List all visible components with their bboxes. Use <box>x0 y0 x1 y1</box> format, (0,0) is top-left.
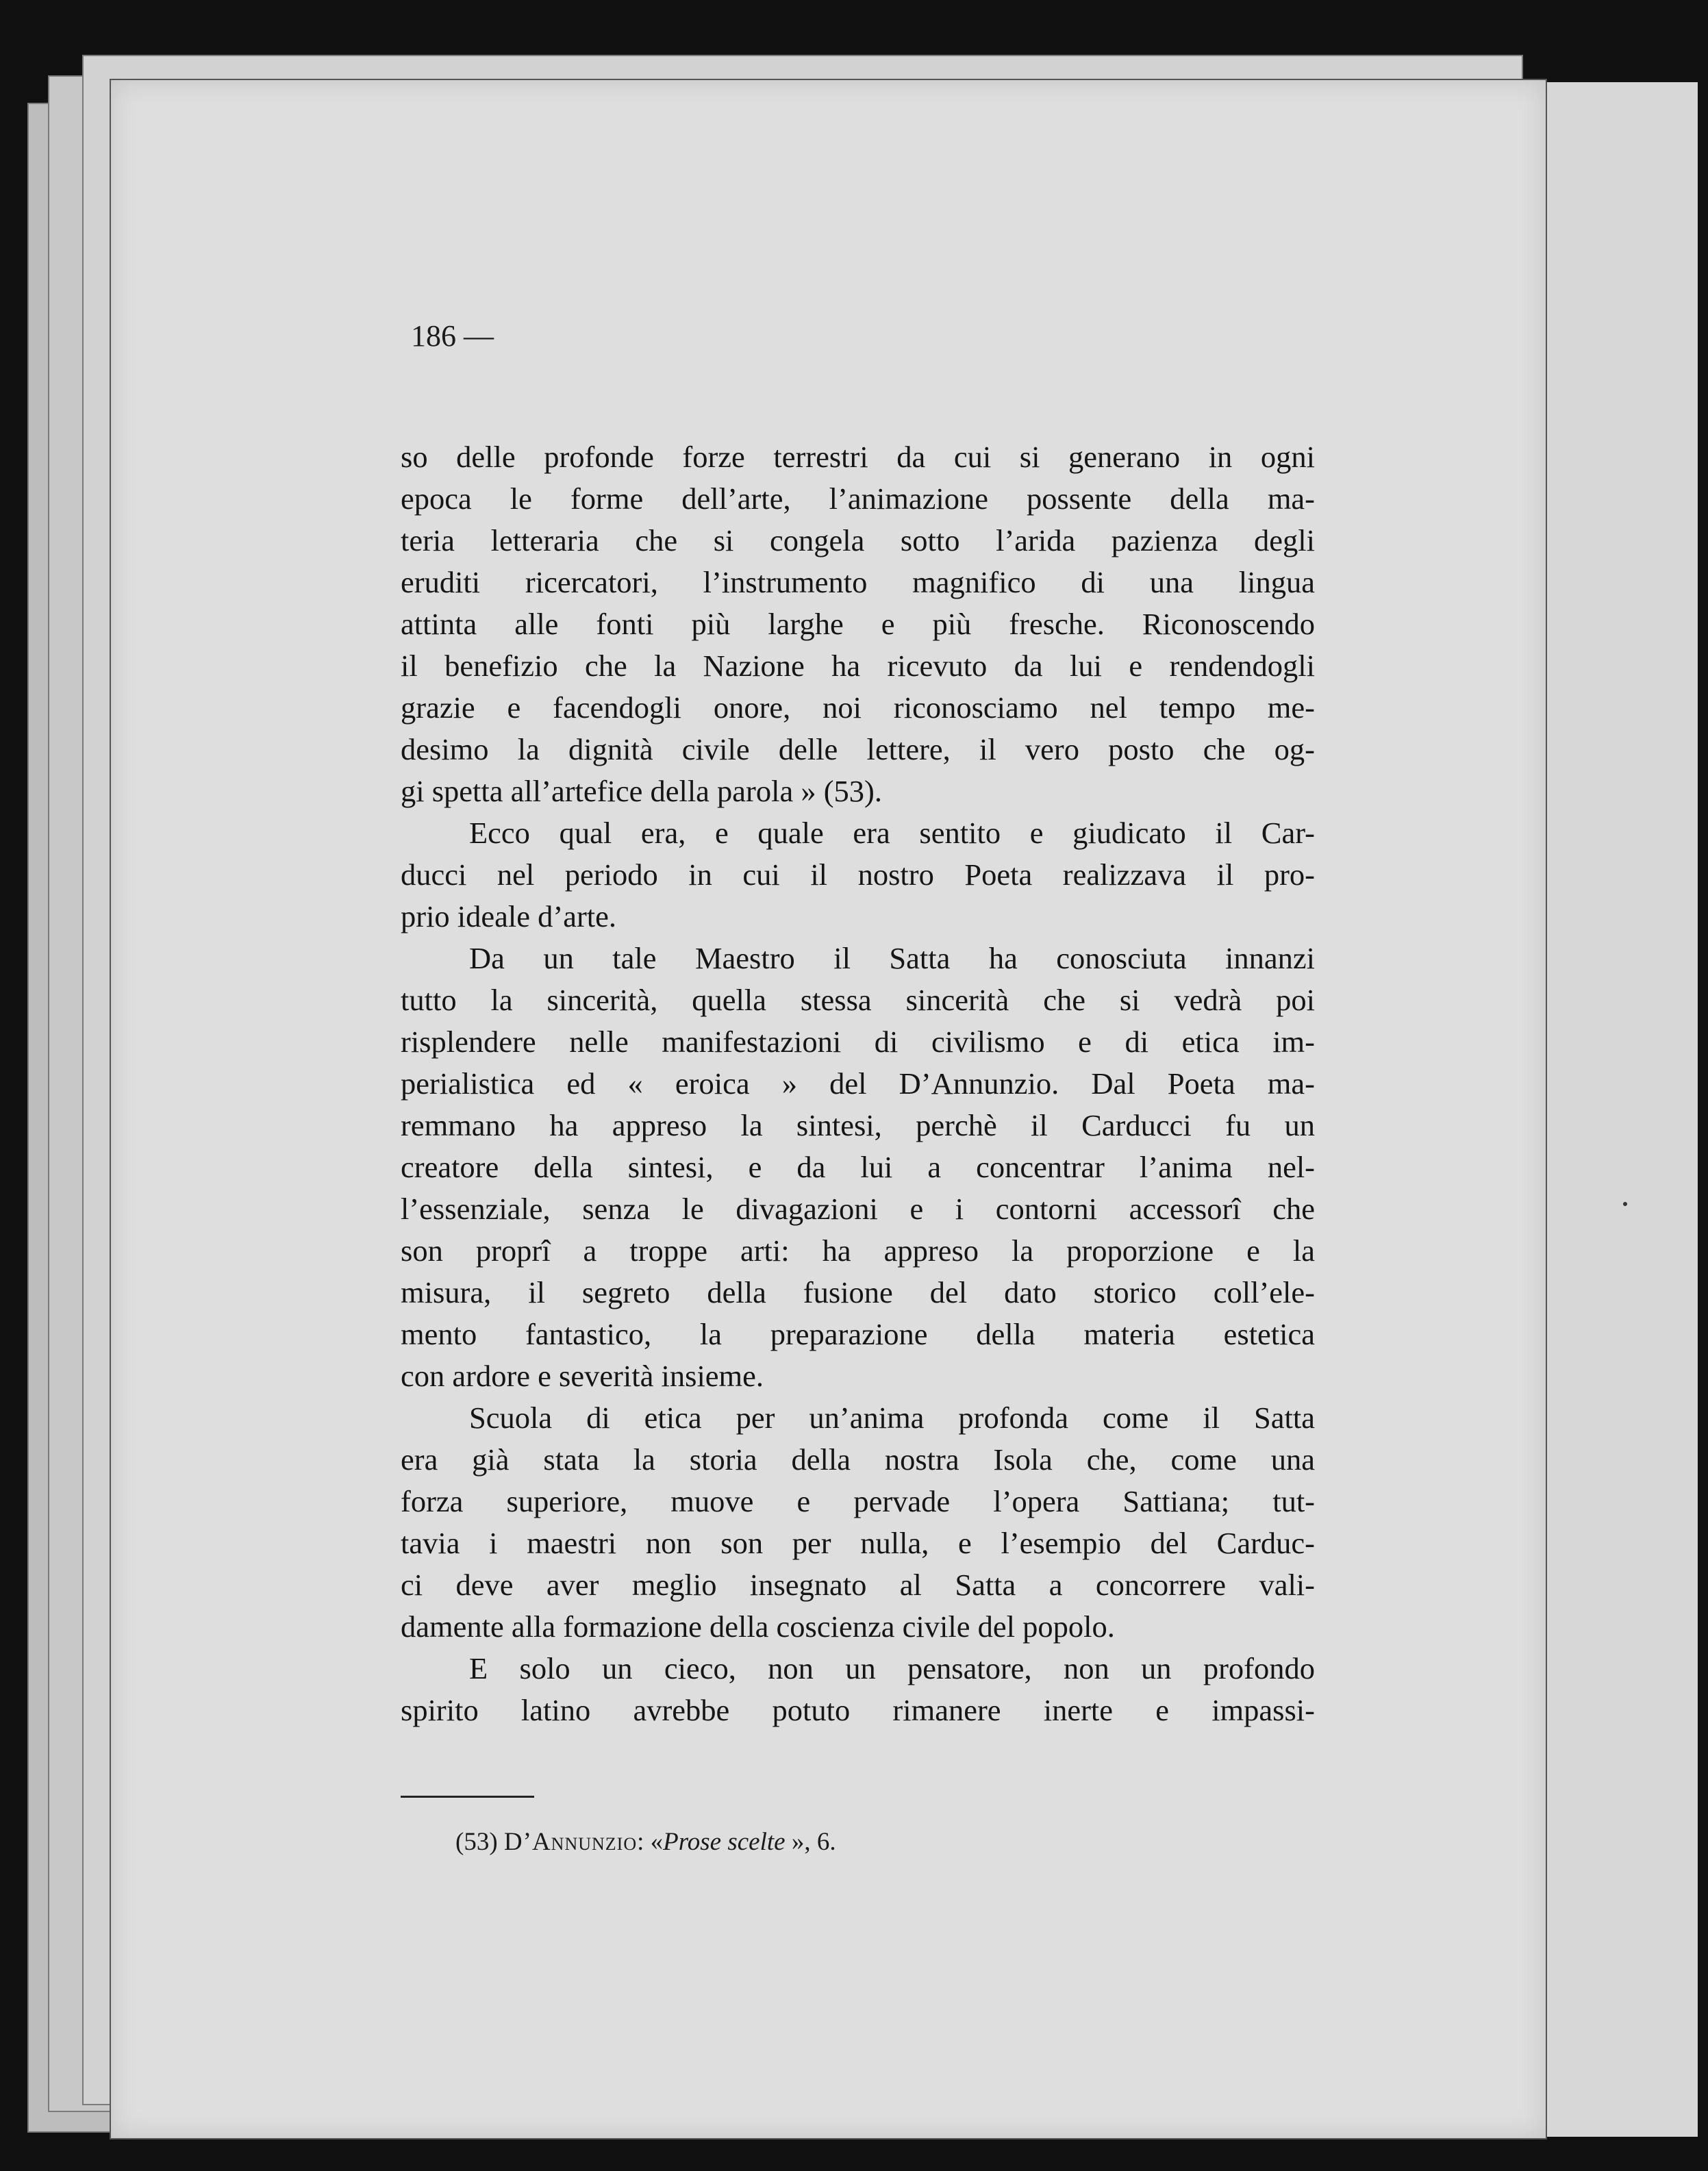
text-line: Scuola di etica per un’anima profonda come il Satta <box>469 1401 1315 1435</box>
text-line: creatore della sintesi, e da lui a concentrar l’anima nel- <box>401 1150 1315 1184</box>
text-line: Da un tale Maestro il Satta ha conosciuta innanzi <box>469 941 1315 975</box>
text-line: prio ideale d’arte. <box>401 899 617 933</box>
text-line: mento fantastico, la preparazione della materia estetica <box>401 1317 1315 1351</box>
footnote-close-quote: » <box>791 1828 805 1856</box>
footnote-open-quote: « <box>650 1828 664 1856</box>
text-line: con ardore e severità insieme. <box>401 1359 764 1393</box>
page-number: 186 — <box>411 319 494 353</box>
text-line: damente alla formazione della coscienza civile del popolo. <box>401 1609 1115 1644</box>
footnote-page: , 6. <box>804 1828 836 1856</box>
text-line: perialistica ed « eroica » del D’Annunzio. Dal Poeta ma- <box>401 1066 1315 1101</box>
text-line: ci deve aver meglio insegnato al Satta a concorrere vali- <box>401 1568 1315 1602</box>
text-line: tutto la sincerità, quella stessa sincerità che si vedrà poi <box>401 983 1315 1017</box>
footnote-author: D’Annunzio <box>503 1828 638 1856</box>
footnote-rule <box>401 1796 534 1798</box>
text-line: ducci nel periodo in cui il nostro Poeta realizzava il pro- <box>401 857 1315 892</box>
text-line: desimo la dignità civile delle lettere, il vero posto che og- <box>401 732 1315 766</box>
text-line: forza superiore, muove e pervade l’opera Sattiana; tut- <box>401 1484 1315 1518</box>
text-line: tavia i maestri non son per nulla, e l’esempio del Carduc- <box>401 1526 1315 1560</box>
footnote-separator: : <box>637 1828 644 1856</box>
dust-speck <box>1623 1202 1627 1206</box>
text-line: son proprî a troppe arti: ha appreso la proporzione e la <box>401 1233 1315 1268</box>
text-line: so delle profonde forze terrestri da cui si generano in ogni <box>401 440 1315 474</box>
text-line: spirito latino avrebbe potuto rimanere inerte e impassi- <box>401 1693 1315 1727</box>
text-line: teria letteraria che si congela sotto l’arida pazienza degli <box>401 523 1315 557</box>
body-text <box>401 436 1315 1731</box>
footnote-title: Prose scelte <box>663 1828 786 1856</box>
text-line: E solo un cieco, non un pensatore, non un profondo <box>469 1651 1315 1685</box>
text-line: grazie e facendogli onore, noi riconosciamo nel tempo me- <box>401 690 1315 725</box>
footnote <box>455 1827 836 1857</box>
text-line: epoca le forme dell’arte, l’animazione possente della ma- <box>401 481 1315 516</box>
facing-page <box>1537 82 1698 2137</box>
text-line: il benefizio che la Nazione ha ricevuto da lui e rendendogli <box>401 649 1315 683</box>
text-line: l’essenziale, senza le divagazioni e i contorni accessorî che <box>401 1192 1315 1226</box>
text-line: remmano ha appreso la sintesi, perchè il Carducci fu un <box>401 1108 1315 1142</box>
text-line: risplendere nelle manifestazioni di civilismo e di etica im- <box>401 1025 1315 1059</box>
text-line: misura, il segreto della fusione del dato storico coll’ele- <box>401 1275 1315 1309</box>
text-line: era già stata la storia della nostra Isola che, come una <box>401 1442 1315 1477</box>
text-line: gi spetta all’artefice della parola » (53). <box>401 774 883 808</box>
text-line: attinta alle fonti più larghe e più fresche. Riconoscendo <box>401 607 1315 641</box>
text-line: eruditi ricercatori, l’instrumento magnifico di una lingua <box>401 565 1315 599</box>
text-line: Ecco qual era, e quale era sentito e giudicato il Car- <box>469 816 1315 850</box>
footnote-marker: (53) <box>455 1828 498 1856</box>
